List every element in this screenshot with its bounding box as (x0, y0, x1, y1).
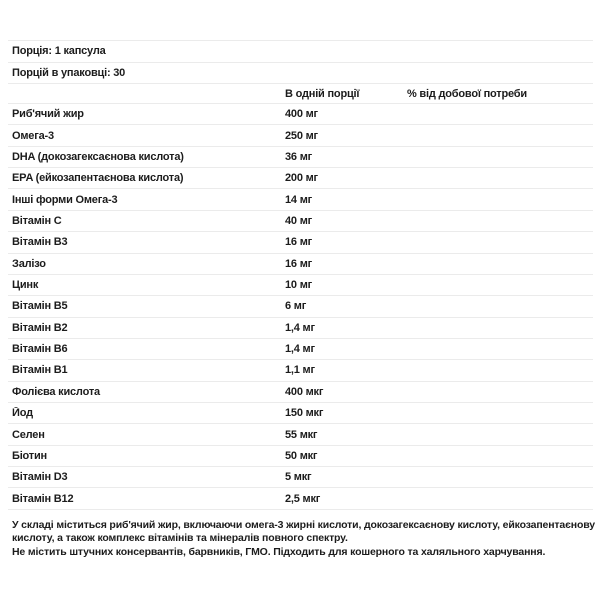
ingredient-amount: 16 мг (285, 257, 313, 270)
ingredient-name: Вітамін B1 (12, 364, 68, 377)
table-row (8, 124, 593, 145)
ingredient-amount: 14 мг (285, 193, 313, 206)
table-header-row (8, 83, 593, 103)
ingredient-amount: 400 мг (285, 108, 318, 121)
ingredient-name: Вітамін B2 (12, 321, 68, 334)
ingredient-name: Біотин (12, 449, 48, 462)
description-footer (8, 519, 593, 559)
table-row (8, 188, 593, 209)
ingredient-amount: 55 мкг (285, 428, 318, 441)
table-row (8, 487, 593, 508)
ingredient-name: Риб'ячий жир (12, 108, 84, 121)
table-row (8, 338, 593, 359)
amount-column-header: В одній порції (285, 87, 360, 100)
ingredient-amount: 5 мкг (285, 471, 312, 484)
ingredient-name: Вітамін D3 (12, 471, 68, 484)
ingredient-name: Фолієва кислота (12, 385, 100, 398)
table-row (8, 317, 593, 338)
ingredient-name: Цинк (12, 279, 39, 292)
footer-line-2: кислоту, а також комплекс вітамінів та мінералів повного спектру. (12, 532, 348, 545)
serving-size-row (8, 40, 593, 62)
table-row (8, 167, 593, 188)
ingredient-amount: 6 мг (285, 300, 307, 313)
servings-per-container-label: Порцій в упаковці: 30 (12, 66, 126, 79)
table-row (8, 445, 593, 466)
ingredient-amount: 200 мг (285, 172, 318, 185)
table-row (8, 295, 593, 316)
ingredient-amount: 2,5 мкг (285, 492, 321, 505)
footer-line-3: Не містить штучних консервантів, барвників, ГМО. Підходить для кошерного та халяльного харчування. (12, 545, 546, 558)
table-row (8, 253, 593, 274)
ingredient-name: Вітамін B6 (12, 343, 68, 356)
ingredient-name: Йод (12, 407, 33, 420)
supplement-facts-table (8, 40, 593, 559)
serving-size-label: Порція: 1 капсула (12, 45, 106, 58)
ingredient-amount: 1,4 мг (285, 343, 315, 356)
ingredient-amount: 10 мг (285, 279, 313, 292)
ingredient-name: Залізо (12, 257, 46, 270)
table-row (8, 423, 593, 444)
ingredient-name: Вітамін B12 (12, 492, 74, 505)
ingredient-amount: 250 мг (285, 129, 318, 142)
table-row (8, 402, 593, 423)
table-row (8, 231, 593, 252)
footer-line-1: У складі міститься риб'ячий жир, включаючи омега-3 жирні кислоти, докозагексаєнову кислоту, ейкозапентаєнову (12, 518, 595, 531)
daily-value-column-header: % від добової потреби (407, 87, 527, 100)
ingredient-amount: 1,1 мг (285, 364, 315, 377)
ingredient-amount: 16 мг (285, 236, 313, 249)
table-row (8, 274, 593, 295)
ingredient-name: DHA (докозагексаєнова кислота) (12, 150, 184, 163)
ingredient-name: Інші форми Омега-3 (12, 193, 118, 206)
ingredient-amount: 150 мкг (285, 407, 324, 420)
table-body (8, 103, 593, 510)
table-row (8, 359, 593, 380)
table-row (8, 146, 593, 167)
table-row (8, 210, 593, 231)
ingredient-amount: 36 мг (285, 150, 313, 163)
ingredient-amount: 40 мг (285, 214, 313, 227)
table-row (8, 381, 593, 402)
ingredient-name: Селен (12, 428, 45, 441)
ingredient-amount: 1,4 мг (285, 321, 315, 334)
ingredient-name: Вітамін C (12, 214, 62, 227)
ingredient-name: Омега-3 (12, 129, 54, 142)
ingredient-amount: 400 мкг (285, 385, 324, 398)
table-row (8, 466, 593, 487)
ingredient-name: Вітамін B3 (12, 236, 68, 249)
ingredient-name: EPA (ейкозапентаєнова кислота) (12, 172, 184, 185)
ingredient-name: Вітамін B5 (12, 300, 68, 313)
table-row (8, 103, 593, 124)
ingredient-amount: 50 мкг (285, 449, 318, 462)
servings-per-container-row (8, 62, 593, 84)
